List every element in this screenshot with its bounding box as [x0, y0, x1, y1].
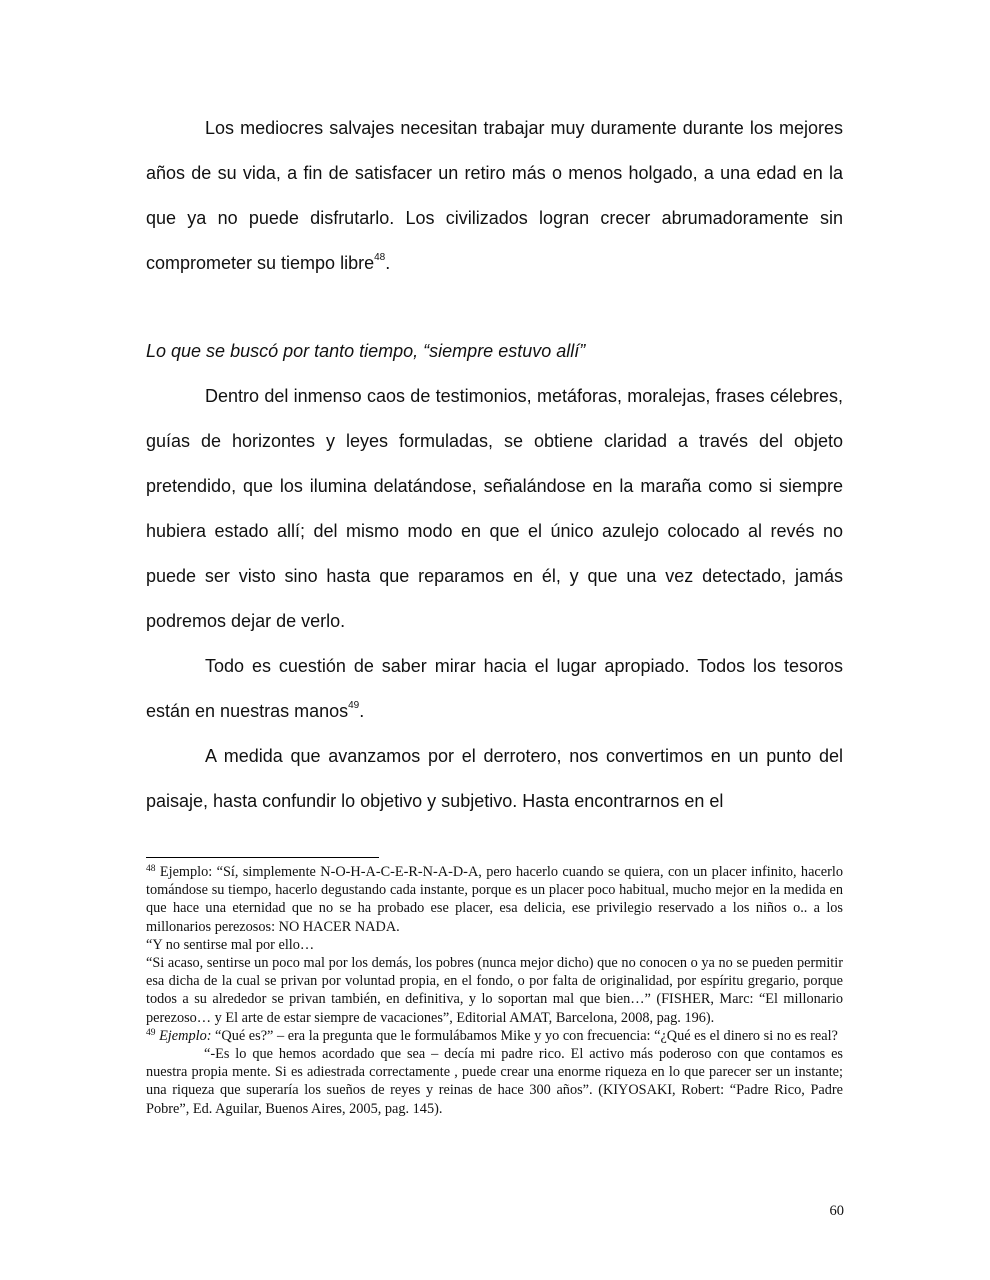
paragraph-1-end: .: [385, 253, 391, 273]
footnote-ref-49[interactable]: 49: [348, 700, 360, 711]
section-heading: Lo que se buscó por tanto tiempo, “siempre estuvo allí”: [146, 341, 586, 361]
footnote-48-quote: “Si acaso, sentirse un poco mal por los demás, los pobres (nunca mejor dicho) que no conocen o ya no se pueden permitir esa dicha de la cual se privan por voluntad propia, en el fondo, o por falta de originalidad, por espíritu gregario, porque todos a su alrededor se privan también, en definitiva, y lo soportan mal que bien…” (FISHER, Marc: “El millonario perezoso… y El arte de estar siempre de vacaciones”, Editorial AMAT, Barcelona, 2008, pag. 196).: [146, 955, 843, 1026]
footnote-48-text: Ejemplo: “Sí, simplemente N-O-H-A-C-E-R-N-A-D-A, pero hacerlo cuando se quiera, con un placer infinito, hacerlo tomándose su tiempo, hacerlo degustando cada instante, porque es un placer poco habitual, mucho mejor en la medida en que hace una eternidad que no se ha probado ese placer, esa delicia, ese privilegio reservado a los niños o.. a los millonarios perezosos: NO HACER NADA.: [146, 864, 843, 935]
footnote-49-quote: “-Es lo que hemos acordado que sea – decía mi padre rico. El activo más poderoso con que contamos es nuestra propia mente. Si es adiestrada correctamente , puede crear una enorme riqueza en lo que parecer ser un instante; una riqueza que superaría los sueños de reyes y reinas de hace 300 años”. (KIYOSAKI, Robert: “Padre Rico, Padre Pobre”, Ed. Aguilar, Buenos Aires, 2005, pag. 145).: [146, 1046, 843, 1117]
body-paragraphs-main: [146, 374, 843, 824]
footnote-49: [146, 1027, 843, 1045]
footnote-48-number: 48: [146, 864, 156, 874]
footnote-49-label: Ejemplo:: [159, 1027, 212, 1044]
footnote-49-text: “Qué es?” – era la pregunta que le formulábamos Mike y yo con frecuencia: “¿Qué es el dinero si no es real?: [211, 1027, 838, 1044]
footnote-48-continuation: “Y no sentirse mal por ello…: [146, 936, 315, 953]
body-paragraph-3: [146, 644, 843, 734]
footnote-separator: [146, 857, 379, 858]
body-paragraph-2: Dentro del inmenso caos de testimonios, metáforas, moralejas, frases célebres, guías de horizontes y leyes formuladas, se obtiene claridad a través del objeto pretendido, que los ilumina delatándose, señalándose en la maraña como si siempre hubiera estado allí; del mismo modo en que el único azulejo colocado al revés no puede ser visto sino hasta que reparamos en él, y que una vez detectado, jamás podremos dejar de verlo.: [146, 386, 843, 631]
paragraph-3-text: Todo es cuestión de saber mirar hacia el lugar apropiado. Todos los tesoros están en nuestras manos: [146, 656, 843, 721]
paragraph-3-end: .: [359, 701, 365, 721]
footnote-49-number: 49: [146, 1027, 156, 1038]
paragraph-1-text: Los mediocres salvajes necesitan trabajar muy duramente durante los mejores años de su vida, a fin de satisfacer un retiro más o menos holgado, a una edad en la que ya no puede disfrutarlo. Los civilizados logran crecer abrumadoramente sin comprometer su tiempo libre: [146, 118, 843, 273]
footnote-ref-48[interactable]: 48: [374, 252, 386, 263]
body-paragraph-1: [146, 106, 843, 286]
body-paragraph-4: A medida que avanzamos por el derrotero, nos convertimos en un punto del paisaje, hasta confundir lo objetivo y subjetivo. Hasta encontrarnos en el: [146, 746, 843, 811]
footnote-48: [146, 863, 843, 936]
footnotes-section: [146, 863, 843, 1118]
page-number: 60: [829, 1203, 844, 1219]
